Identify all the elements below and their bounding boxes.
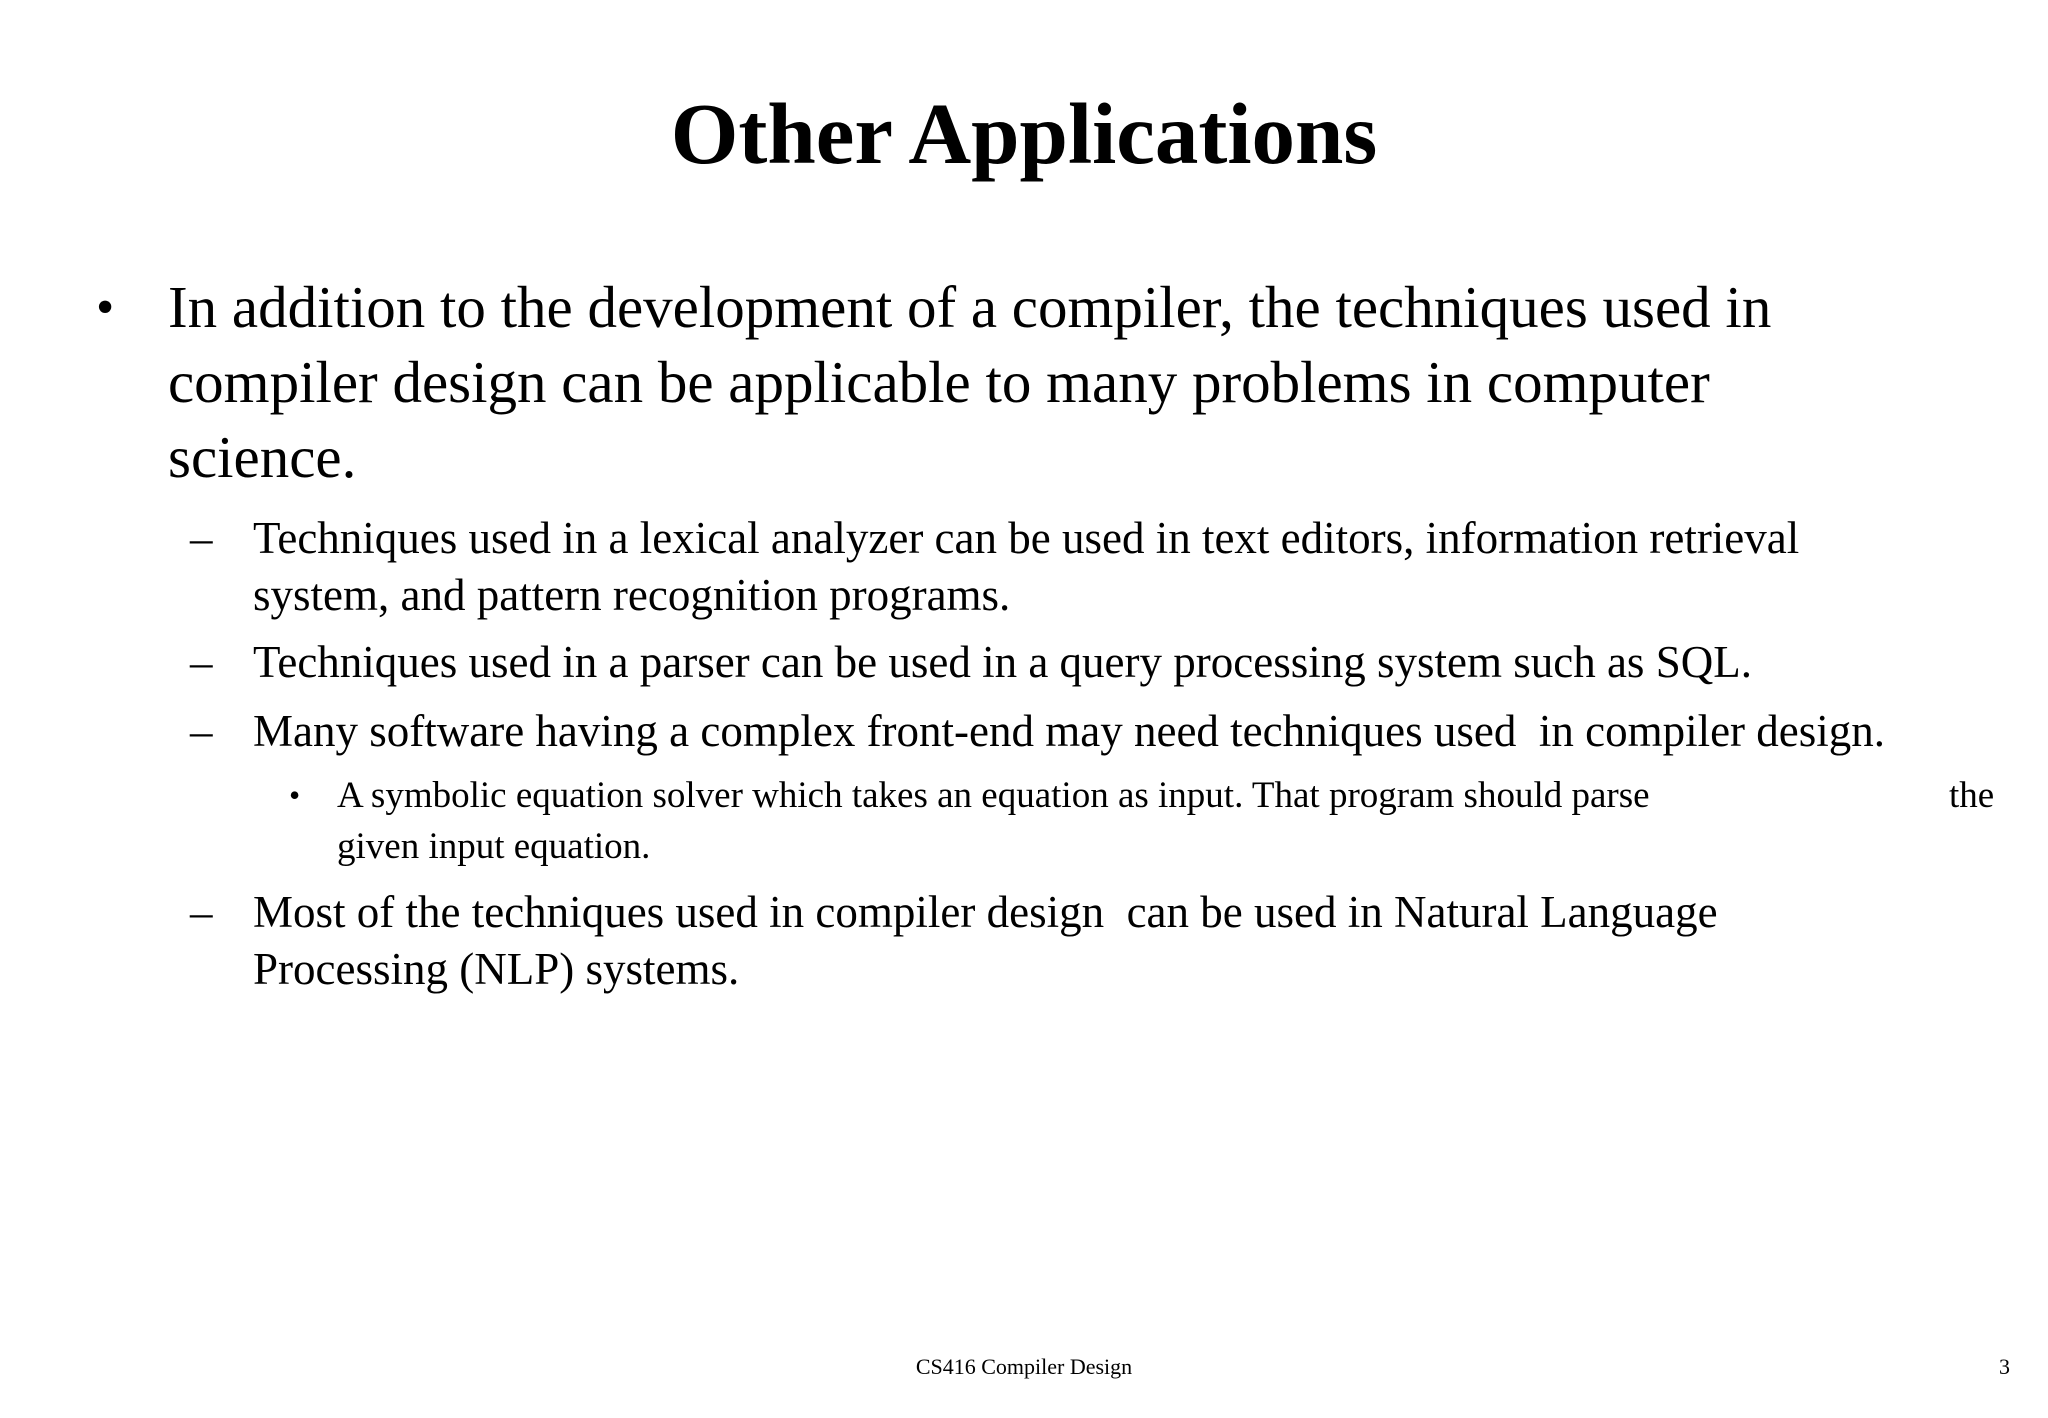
subsubbullet-line: given input equation. bbox=[337, 826, 651, 867]
bullet-marker: • bbox=[289, 777, 301, 813]
dash-marker: – bbox=[190, 637, 213, 687]
subbullet-line: Most of the techniques used in compiler design can be used in Natural Language bbox=[253, 887, 1718, 937]
subbullet-front-end bbox=[190, 703, 2013, 760]
subbullet-line: Techniques used in a parser can be used in a query processing system such as SQL. bbox=[253, 637, 1752, 687]
subbullet-lexical bbox=[190, 510, 2013, 624]
subbullet-line: Techniques used in a lexical analyzer can be used in text editors, information retrieval bbox=[253, 513, 1800, 563]
page-number: 3 bbox=[1999, 1354, 2010, 1379]
subbullet-line: system, and pattern recognition programs. bbox=[253, 570, 1011, 620]
bullet-main bbox=[96, 270, 1928, 495]
subbullet-line: Many software having a complex front-end may need techniques used in compiler design. bbox=[253, 706, 1886, 756]
subsubbullet-line-tail: the bbox=[1949, 775, 1995, 816]
bullet-marker: • bbox=[96, 279, 115, 336]
subsubbullet-equation-solver bbox=[289, 770, 2007, 872]
subbullet-parser bbox=[190, 634, 2013, 691]
subbullet-line: Processing (NLP) systems. bbox=[253, 944, 740, 994]
subbullet-nlp bbox=[190, 884, 2013, 998]
dash-marker: – bbox=[190, 706, 213, 756]
bullet-line: science. bbox=[168, 424, 357, 490]
bullet-line: In addition to the development of a compiler, the techniques used in bbox=[168, 274, 1772, 340]
bullet-line: compiler design can be applicable to many problems in computer bbox=[168, 349, 1710, 415]
subsubbullet-line: A symbolic equation solver which takes an equation as input. That program should parse bbox=[337, 775, 1650, 816]
dash-marker: – bbox=[190, 887, 213, 937]
slide-title: Other Applications bbox=[670, 85, 1378, 182]
footer-course: CS416 Compiler Design bbox=[915, 1354, 1133, 1379]
dash-marker: – bbox=[190, 513, 213, 563]
